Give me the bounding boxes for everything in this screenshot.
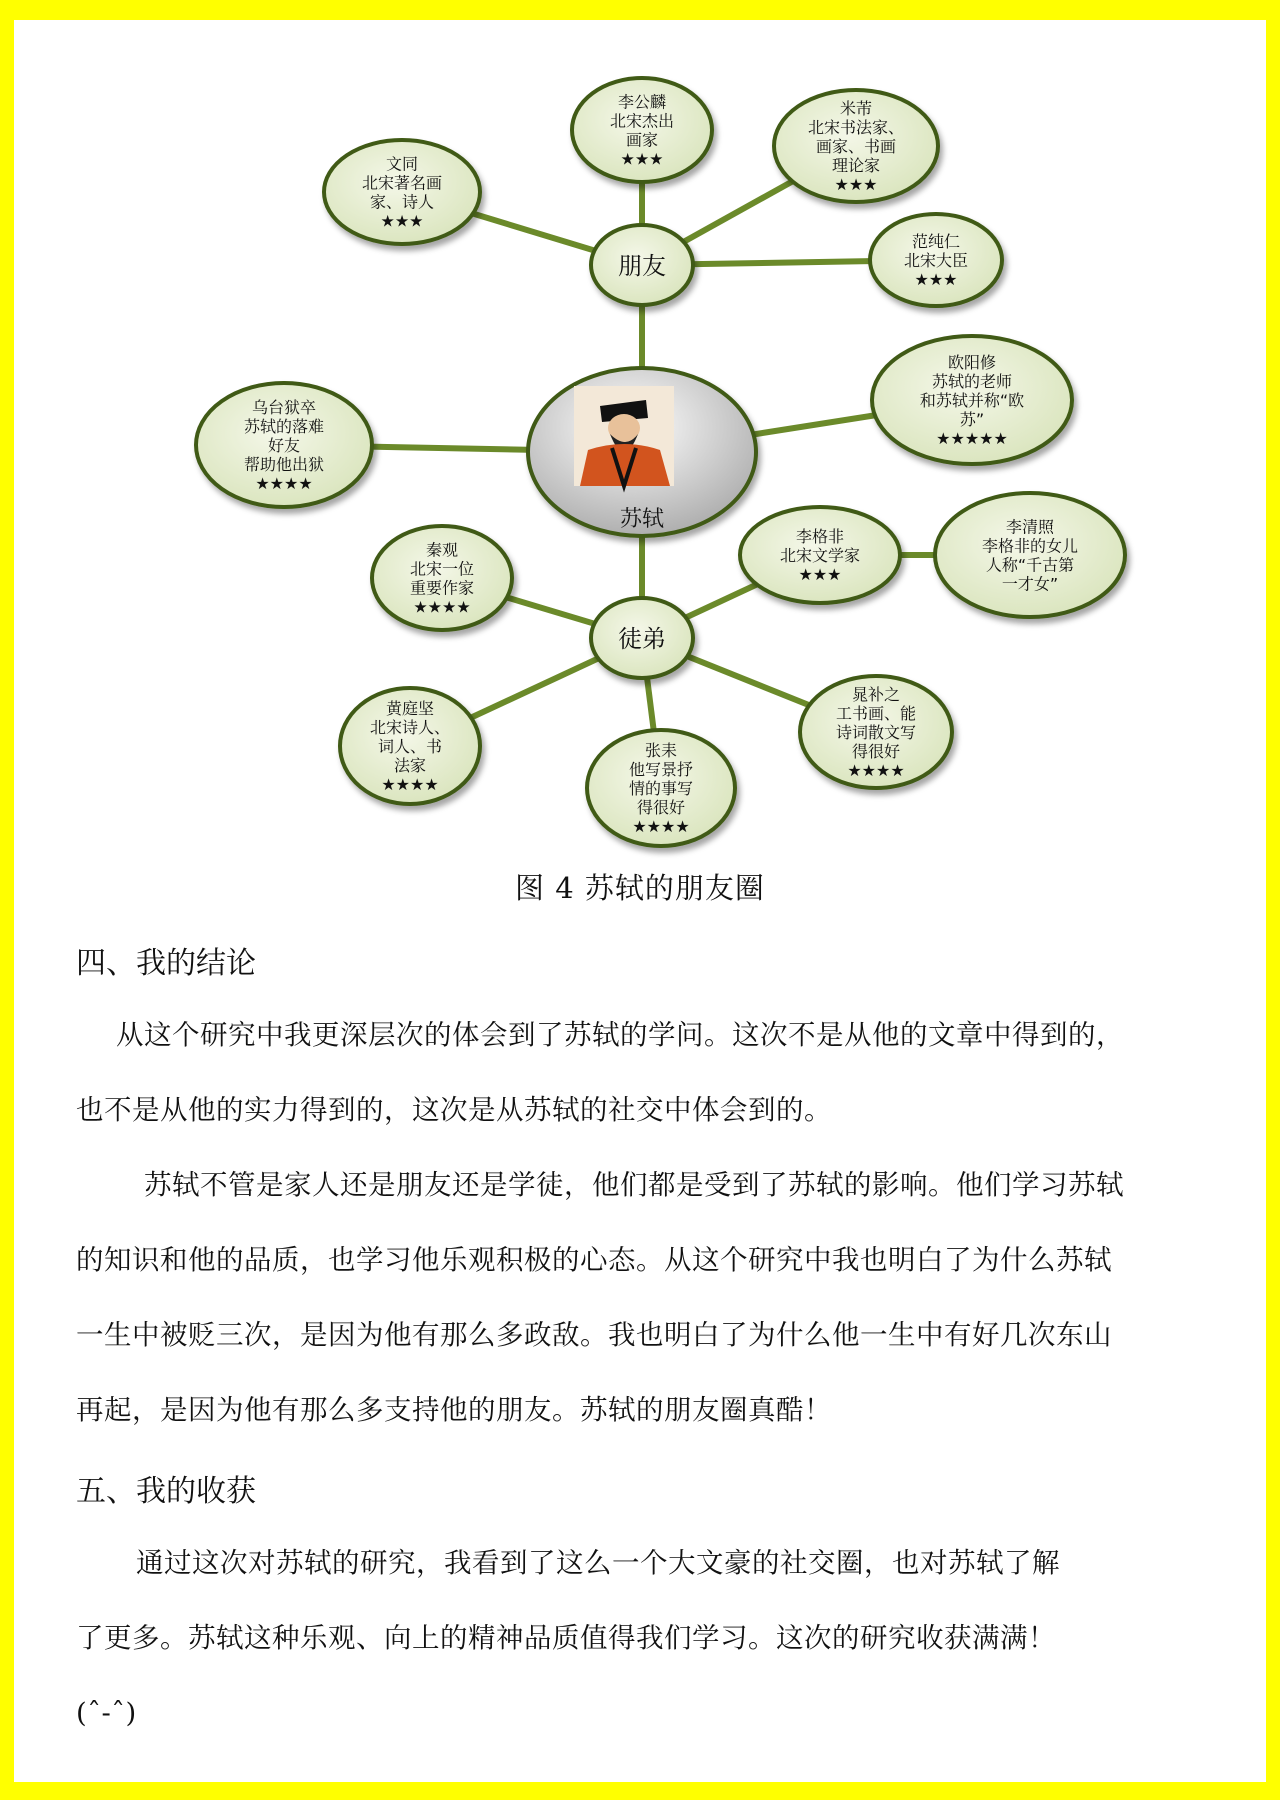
star-rating: ★★★★★ [936, 429, 1008, 448]
figure-caption: 图 4 苏轼的朋友圈 [515, 871, 765, 905]
node-text-line: 好友 [267, 436, 301, 455]
person-node-wutaiyuzu [196, 383, 372, 507]
star-rating: ★★★ [620, 149, 664, 169]
text-line: 通过这次对苏轼的研究，我看到了这么一个大文豪的社交圈，也对苏轼了解 [136, 1547, 1060, 1579]
node-text-line: 词人、书 [377, 737, 443, 756]
node-text-line: 文同 [385, 154, 419, 174]
hub-disciples-label: 徒弟 [618, 625, 666, 653]
node-text-line: 北宋著名画 [361, 173, 443, 193]
node-text-line: 范纯仁 [911, 232, 961, 251]
gains-paragraph [76, 1526, 1216, 1751]
center-node-sushi [528, 368, 756, 536]
node-text-line: 得很好 [851, 742, 901, 761]
node-text-line: 家、诗人 [369, 192, 435, 212]
node-text-line: 北宋诗人、 [369, 718, 451, 737]
text-line: 的知识和他的品质，也学习他乐观积极的心态。从这个研究中我也明白了为什么苏轼 [76, 1244, 1112, 1276]
node-text-line: 法家 [393, 756, 427, 775]
person-node-liqingzhao [935, 493, 1125, 617]
social-circle-diagram [14, 20, 1266, 860]
section-heading-conclusion: 四、我的结论 [76, 946, 256, 981]
hub-friends [591, 225, 693, 305]
person-node-ouyangxiu [872, 336, 1072, 464]
center-label: 苏轼 [619, 507, 665, 532]
person-node-wentong [324, 140, 480, 244]
star-rating: ★★★★ [255, 474, 313, 493]
node-text-line: 北宋书法家、 [807, 118, 905, 137]
conclusion-paragraph-2 [76, 1148, 1216, 1448]
text-line: 苏轼不管是家人还是朋友还是学徒，他们都是受到了苏轼的影响。他们学习苏轼 [144, 1169, 1124, 1201]
node-text-line: 工书画、能 [835, 704, 917, 723]
node-text-line: 苏轼的老师 [931, 372, 1013, 391]
text-line: 一生中被贬三次，是因为他有那么多政敌。我也明白了为什么他一生中有好几次东山 [76, 1319, 1112, 1351]
person-node-zhanglei [587, 730, 735, 846]
hub-disciples [591, 598, 693, 678]
hub-friends-label: 朋友 [618, 252, 666, 280]
star-rating: ★★★★ [381, 775, 439, 794]
text-line: (ˆ-ˆ) [76, 1697, 137, 1729]
node-text-line: 李格非的女儿 [981, 536, 1079, 556]
node-text-line: 黄庭坚 [385, 699, 435, 718]
document-page [14, 20, 1266, 1782]
person-node-fanchunren [870, 214, 1002, 306]
star-rating: ★★★ [798, 565, 842, 584]
node-text-line: 情的事写 [628, 779, 694, 798]
node-text-line: 一才女” [1001, 574, 1059, 594]
node-text-line: 乌台狱卒 [251, 398, 317, 417]
node-text-line: 苏” [959, 410, 985, 429]
node-text-line: 人称“千古第 [985, 555, 1075, 575]
node-text-line: 北宋杰出 [609, 111, 675, 131]
node-text-line: 得很好 [636, 798, 686, 817]
node-text-line: 理论家 [831, 156, 881, 175]
text-line: 也不是从他的实力得到的，这次是从苏轼的社交中体会到的。 [76, 1094, 832, 1126]
person-node-ligonglin [572, 78, 712, 182]
node-text-line: 苏轼的落难 [243, 417, 325, 436]
star-rating: ★★★ [914, 270, 958, 289]
sushi-portrait [574, 386, 674, 486]
person-node-chaobuzhi [800, 676, 952, 788]
node-text-line: 北宋大臣 [903, 251, 969, 270]
node-text-line: 晁补之 [851, 685, 901, 704]
node-text-line: 重要作家 [409, 578, 475, 598]
node-text-line: 李清照 [1005, 517, 1055, 537]
node-text-line: 李公麟 [617, 92, 667, 112]
node-text-line: 秦观 [425, 540, 459, 560]
person-node-mifu [774, 90, 938, 202]
node-text-line: 画家、书画 [815, 137, 897, 156]
node-text-line: 诗词散文写 [835, 723, 917, 742]
node-text-line: 李格非 [795, 527, 845, 546]
star-rating: ★★★ [380, 211, 424, 231]
text-line: 从这个研究中我更深层次的体会到了苏轼的学问。这次不是从他的文章中得到的， [116, 1019, 1124, 1051]
star-rating: ★★★ [834, 175, 878, 194]
text-line: 再起，是因为他有那么多支持他的朋友。苏轼的朋友圈真酷！ [76, 1394, 832, 1426]
person-node-qinguan [372, 526, 512, 630]
node-text-line: 画家 [625, 130, 659, 150]
star-rating: ★★★★ [632, 817, 690, 836]
node-text-line: 和苏轼并称“欧 [919, 391, 1025, 410]
section-heading-gains: 五、我的收获 [76, 1474, 256, 1509]
node-text-line: 北宋文学家 [779, 546, 861, 565]
person-node-ligefei [740, 507, 900, 603]
node-text-line: 北宋一位 [409, 559, 475, 579]
star-rating: ★★★★ [413, 597, 471, 617]
person-node-huangtingjian [340, 688, 480, 804]
node-text-line: 米芾 [839, 99, 873, 118]
star-rating: ★★★★ [847, 761, 905, 780]
node-text-line: 欧阳修 [947, 353, 997, 372]
text-line: 了更多。苏轼这种乐观、向上的精神品质值得我们学习。这次的研究收获满满！ [76, 1622, 1056, 1654]
node-text-line: 帮助他出狱 [243, 455, 325, 474]
node-text-line: 他写景抒 [628, 760, 694, 779]
conclusion-paragraph-1 [76, 998, 1216, 1148]
node-text-line: 张耒 [644, 741, 678, 760]
